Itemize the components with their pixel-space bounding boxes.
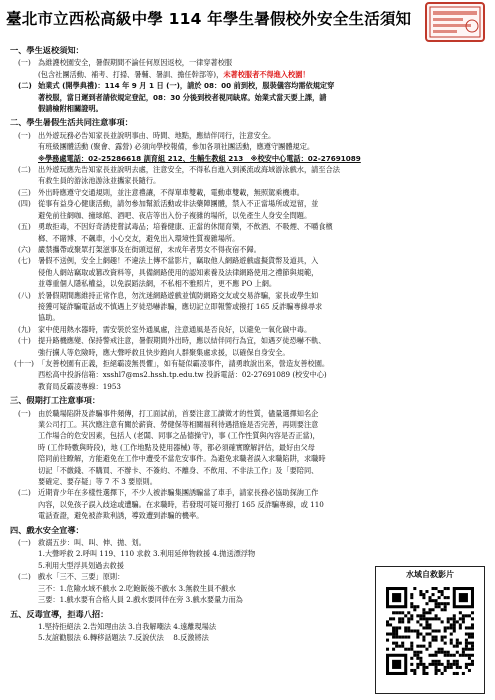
school-seal-stamp (425, 2, 485, 42)
qr-code-icon[interactable] (386, 587, 474, 675)
section-heading-1: 一、學生返校須知： (10, 45, 84, 55)
list-item: 1.堅持拒絕法 2.告知理由法 3.自我解嘲法 4.遠離現場法 (38, 621, 217, 631)
list-item: (五) 勇敢拒毒，不因好奇誘使嘗試毒品；培養健康、正當的休閒育樂，不飲酒、不吸煙、不嚼食檳 榔、不賭博、不飆車，小心交友，避免出入環境性質複雜場所。 (18, 222, 333, 243)
list-item: (四) 從事有益身心健康活動，請勿參加幫派活動或非法藥陣團體，禁入不正當場所或逗留，並 避免前往網咖、撞球館、酒吧、夜店等出入份子複雜的場所，以免產生人身安全問題。 (18, 199, 319, 220)
list-item: (二) 戲水「三不、三要」原則： 三不：1.危險水域不戲水 2.吃飽飯後不戲水 3.無救生員不戲水 三要：1.戲水要有合格人員 2.戲水要同伴在旁 3.戲水要量力而為 (18, 572, 243, 605)
content-body (10, 42, 488, 644)
page-title: 臺北市立西松高級中學 114 年學生暑假校外安全生活須知 (6, 10, 412, 28)
list-item: (二) 出外遊玩應先告知家長並說明去處，注意安全，不得私自進入到溪流或海域游泳戲水，請至合法 有救生員的游泳池游泳並攜家長隨行。 (18, 165, 340, 186)
section-heading-4: 四、戲水安全宣導： (10, 524, 84, 535)
phone-contact-line: ※學務處電話：02-25286618 訓育組 212、生輔生教組 213 ※校安中心電話：02-27691089 (38, 153, 361, 163)
list-item: (八) 於暑假期間應維持正常作息，勿沈迷網路遊戲並慎防網路交友或交易詐騙，家長或學生如 接獲可疑詐騙電話或不慎遇上歹徒恐嚇詐騙，應切記立即報警或撥打 165 反詐騙專線尋求 協助。 (18, 290, 323, 323)
seal-icon (427, 4, 483, 40)
list-item: (三) 外出時應遵守交通規則，並注意禮讓，不得單車雙載，電動車雙載，無照駕乘機車。 (18, 187, 304, 197)
list-item: (七) 暑假不送例，安全上網趣！不違法上傳不當影片，竊取他人網路遊戲虛擬貨幣及道具，入 侵他人網站竊取或篡改資料等，具備網路使用的認知素養及法律網路使用之禮節與規範， 並尊重個人隱私權益，以免誤蹈法網，不私相不雅照片，更不應 PO 上網。 (18, 256, 319, 289)
left-column (10, 525, 365, 644)
list-item: (十) 提升路機應變、保持警戒注意，暑假期間外出時，應以結伴同行為宜，如遇歹徒恐嚇不軌、 強行擄人等危險時，應大聲呼救且快步跑向人群聚集處求援，以確保自身安全。 (18, 336, 326, 357)
section-heading-3: 三、假期打工注意事項： (10, 395, 101, 406)
list-item: (二) 近期青少年在多樣性選擇下，不少人被詐騙集團誘騙當了車手，請家長務必協助探詢工作 內容，以免孩子誤入歧途或遭騙。在求職時，若發現可疑可撥打 165 反詐騙專線，或 110 電話查證，避免被詐欺利誘，導致遭到詐騙的機率。 (18, 488, 324, 521)
section-heading-2: 二、學生暑假生活共同注意事項： (10, 117, 133, 128)
warning-text: 未著校服者不得進入校園！ (223, 69, 310, 79)
list-item: (十一) 「友善校園有正義，拒絕霸凌無畏懼」，如有疑似霸凌事件，請勇敢說出來，營造友善校園。 西松高中投訴信箱：xsshl7@ms2.hssh.tp.edu.tw 投訴電話：02-27691089 (校安中心) 教育局反霸凌專線：1953 (14, 358, 330, 391)
list-item: (一) 由於職場陷阱及詐騙事件頻傳，打工面試前，首要注意工讀徵才的性質，儘量選擇知名企 業公司打工。其次應注意有關於薪資、勞健保等相關福利待遇措施是否完善，再則要注意 工作場合的危安因素，包括人 (老闆、同事之品德操守)，事 (工作性質與內容是否正當)， 時 (工作時數與時段)，地 (工作地點及使用器械) 等，都必須確實瞭解評估，最好由父母 陪同前往瞭解，方能避免在工作中遭受不當危安事件。為避免求職者誤入求職陷阱，求職時 切記「不繳錢、不購買、不辦卡、不簽約、不離身、不飲用、不非法工作」及「要陪同、 要確定、要存疑」等 7 不 3 要原則。 (18, 408, 326, 487)
list-item: 5.友誼勸服法 6.轉移話題法 7.反說伏法 8.反激將法 (38, 633, 209, 643)
list-item: (六) 嚴禁攜帶或聚眾打架滋事及在街頭逗留，未成年者男女不得夜宿不歸。 (18, 244, 261, 254)
list-item: (九) 家中使用熱水器時，需安裝於室外通風處，注意通風是否良好，以避免一氧化碳中毒。 (18, 324, 312, 334)
list-item: (一) 救溺五步：叫、叫、伸、拋、划。 1.大聲呼救 2.呼叫 119、110 求救 3.利用延伸物救援 4.拋送漂浮物 5.利用大型浮具划過去救援 (18, 538, 256, 570)
qr-title: 水域自救影片 (406, 570, 454, 579)
list-item: (一) 為維護校園安全，暑假期間不論任何原因返校，一律穿著校服 (包含社團活動、補考、打掃、暑輔、暑訓、擔任幹部等)，未著校服者不得進入校園！ (18, 58, 310, 79)
qr-code-box[interactable] (375, 566, 485, 694)
section-heading-5: 五、反毒宣導，拒毒八招： (10, 608, 109, 619)
list-item: (二) 始業式 (開學典禮)：114 年 9 月 1 日 (一)，請於 08：00 前到校，服裝儀容均需依規定穿 著校服，當日遲到者請依規定登記，08：30 分後到校者視同缺席。始業式當天要上課，請 假請檢附相關證明。 (18, 81, 335, 114)
list-item: (一) 出外遊玩務必告知家長並說明事由、時間、地點，應結伴同行，注意安全。 有班級團體活動 (聚會、露營) 必須向學校報備，參加各項社團活動，應遵守團體規定。 ※學務處電話：02-25286618 訓育組 212、生輔生教組 213 ※校安中心電話：02-27691089 (10, 130, 488, 164)
